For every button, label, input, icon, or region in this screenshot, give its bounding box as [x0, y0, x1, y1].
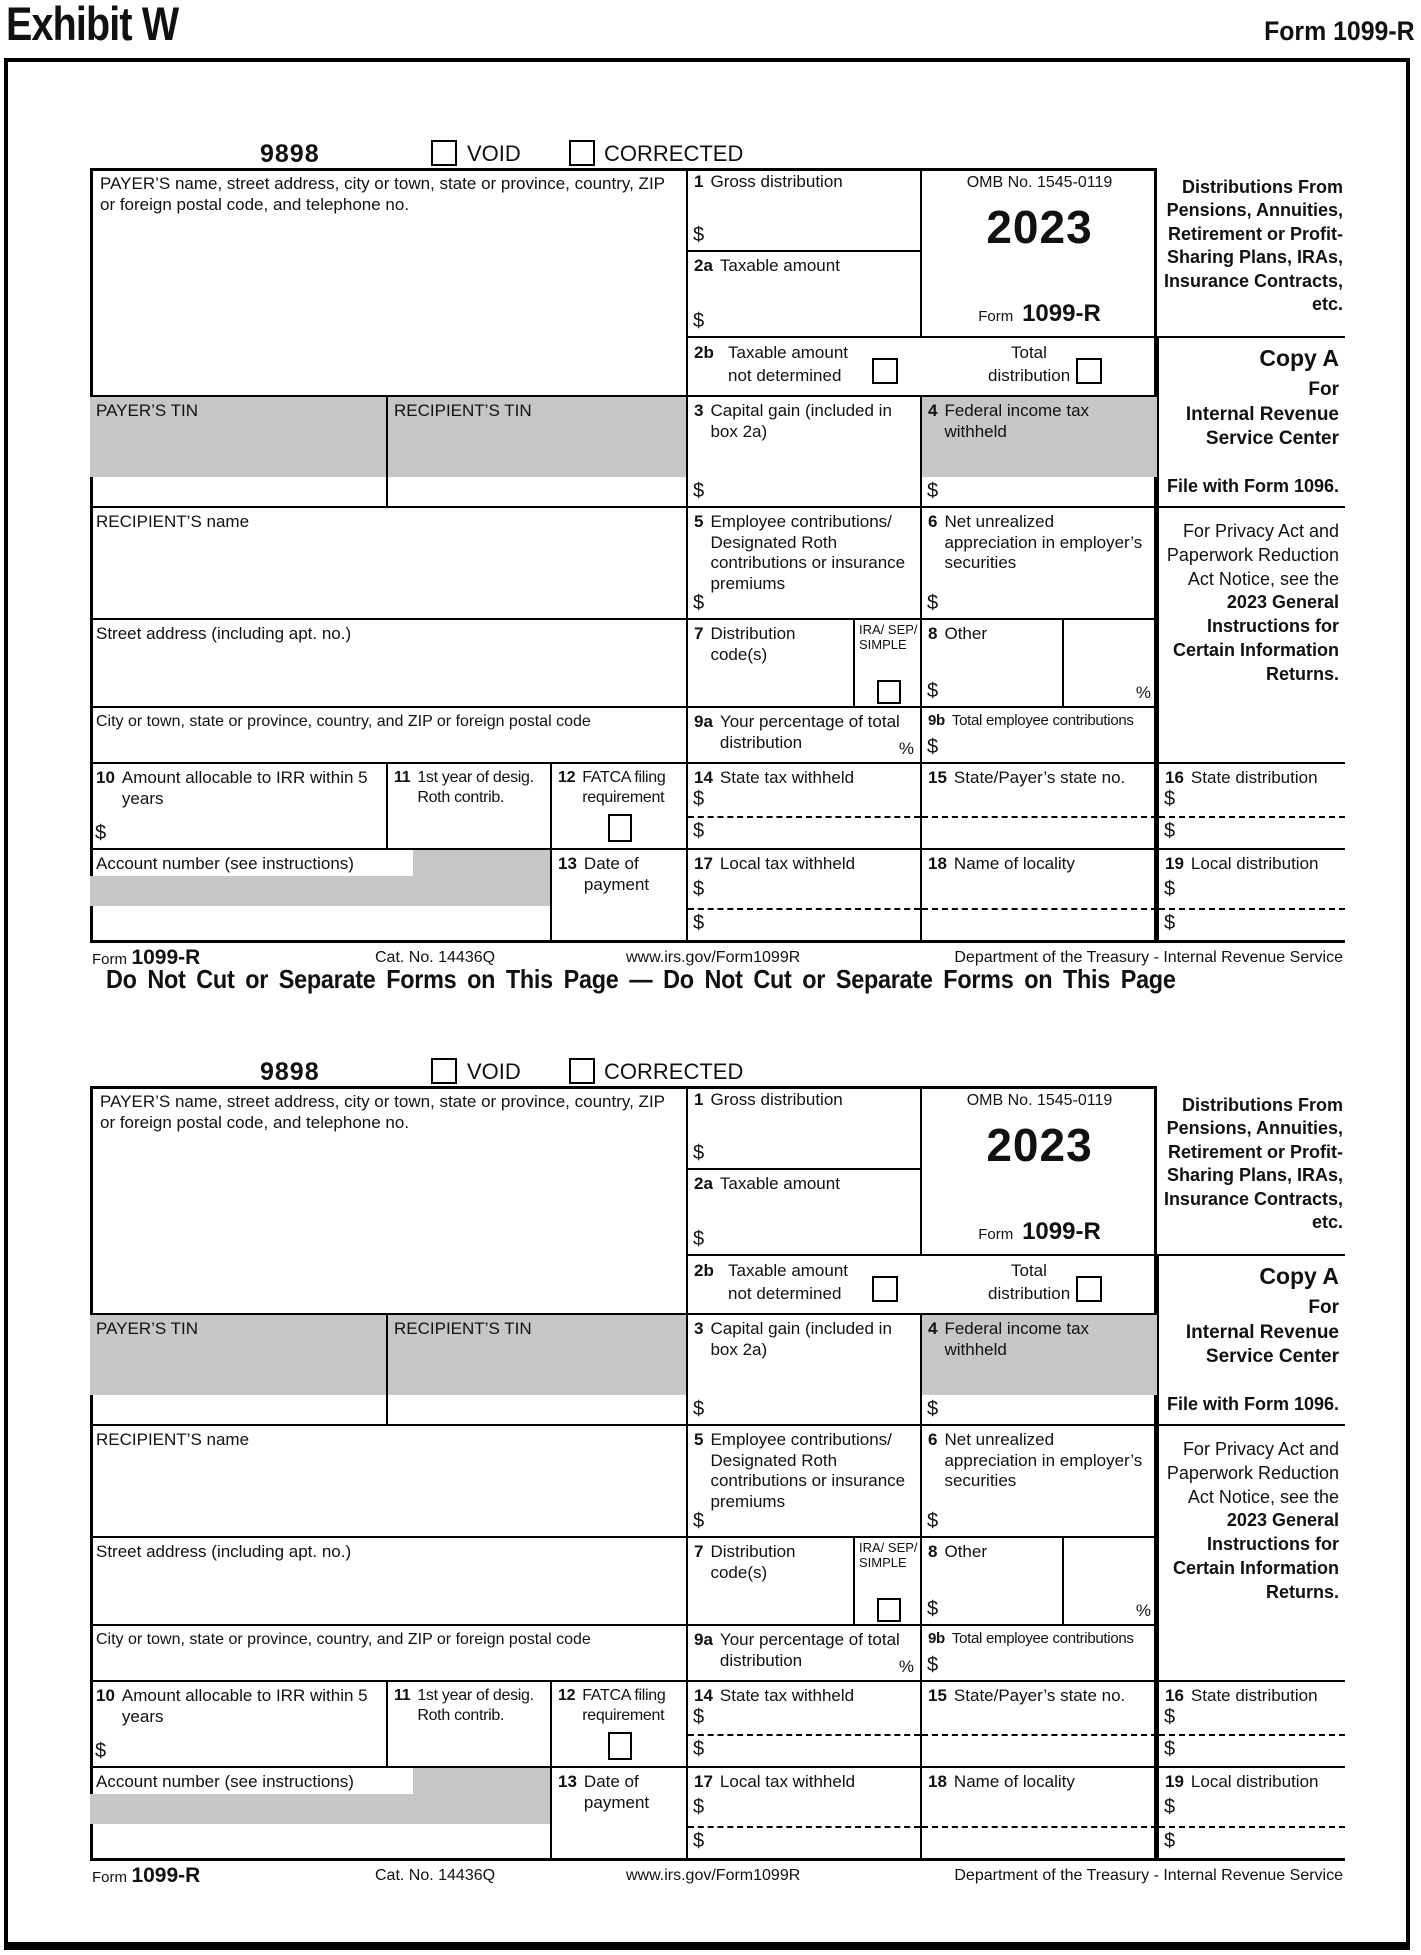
box3-number: 3 — [694, 401, 704, 420]
form-word: Form — [978, 308, 1014, 325]
payer-tin-label: PAYER’S TIN — [96, 401, 199, 420]
box5-employee-contributions-cell — [686, 506, 920, 618]
box16-state-distribution-cell — [1157, 762, 1345, 848]
payer-name-label: PAYER’S name, street address, city or town, state or province, country, ZIP or foreign postal code, and telephone no. — [100, 174, 665, 214]
void-label: VOID — [467, 141, 521, 166]
box1-label: Gross distribution — [710, 172, 843, 191]
box17-number: 17 — [694, 1772, 713, 1791]
account-number-label: Account number (see instructions) — [96, 1772, 354, 1791]
box18-divider — [922, 1826, 1157, 1828]
tax-year: 2023 — [986, 1119, 1093, 1171]
form-grid — [90, 168, 1345, 943]
box2a-label: Taxable amount — [719, 1174, 840, 1193]
box1-number: 1 — [694, 172, 704, 191]
box17-label: Local tax withheld — [719, 854, 856, 873]
box16-number: 16 — [1165, 768, 1184, 787]
box19-dollar-sign-2: $ — [1164, 1830, 1176, 1852]
account-shading-top — [413, 850, 550, 876]
box14-divider — [688, 816, 920, 818]
box2b-number: 2b — [694, 1261, 714, 1280]
copy-a-irs1: Internal Revenue — [1185, 403, 1339, 425]
box3-capital-gain-cell — [686, 1313, 920, 1424]
box18-locality-cell — [920, 1766, 1157, 1861]
box16-dollar-sign-1: $ — [1164, 788, 1176, 810]
box3-capital-gain-cell — [686, 395, 920, 506]
box9b-label: Total employee contributions — [951, 1630, 1134, 1647]
box17-number: 17 — [694, 854, 713, 873]
form-copy-2 — [90, 1058, 1345, 1898]
box8-label: Other — [944, 1542, 987, 1561]
total-distribution-checkbox[interactable] — [1076, 1276, 1102, 1302]
form-footer — [90, 1864, 1345, 1894]
box19-local-distribution-cell — [1157, 848, 1345, 943]
recipient-name-label: RECIPIENT’S name — [96, 1430, 250, 1449]
box11-number: 11 — [394, 769, 411, 786]
box19-dollar-sign-1: $ — [1164, 1796, 1176, 1818]
ira-sep-simple-label: IRA/ SEP/ SIMPLE — [859, 1540, 918, 1570]
copy-a-irs2: Service Center — [1205, 428, 1339, 450]
box16-divider — [1159, 816, 1345, 818]
account-shading-top — [413, 1768, 550, 1794]
box12-fatca-cell — [550, 1680, 686, 1766]
box5-label: Employee contributions/ Designated Roth contributions or insurance premiums — [710, 1430, 906, 1512]
box17-dollar-sign-1: $ — [693, 878, 705, 900]
box19-number: 19 — [1165, 1772, 1184, 1791]
account-number-cell — [90, 1766, 550, 1861]
recipient-tin-cell — [386, 395, 686, 506]
box11-roth-year-cell — [386, 762, 550, 848]
form-1099r-copy — [90, 1058, 1345, 1898]
box3-dollar-sign: $ — [693, 480, 705, 502]
irs-url: www.irs.gov/Form1099R — [626, 1867, 801, 1884]
taxable-amount-not-determined-checkbox[interactable] — [872, 1276, 898, 1302]
corrected-label: CORRECTED — [604, 1059, 744, 1084]
exhibit-title: Exhibit W — [6, 0, 179, 50]
do-not-cut-line: Do Not Cut or Separate Forms on This Page — Do Not Cut or Separate Forms on This Page — [106, 964, 1176, 994]
box2a-taxable-amount-cell — [686, 1168, 920, 1254]
tax-year: 2023 — [986, 201, 1093, 253]
box11-label: 1st year of desig. Roth contrib. — [417, 1687, 534, 1724]
box15-number: 15 — [928, 1686, 947, 1705]
total-distribution-label-line1: Total — [1011, 1261, 1047, 1280]
form-code-9898: 9898 — [260, 140, 320, 168]
corrected-checkbox[interactable] — [569, 140, 595, 166]
box4-label: Federal income tax withheld — [944, 401, 1090, 441]
box2a-dollar-sign: $ — [693, 1228, 705, 1250]
box10-label: Amount allocable to IRR within 5 years — [121, 768, 368, 808]
box4-federal-tax-cell — [920, 1313, 1157, 1424]
copy-a-cell — [1157, 1254, 1345, 1424]
recipient-name-cell — [90, 506, 686, 618]
account-number-label: Account number (see instructions) — [96, 854, 354, 873]
box8-other-cell — [920, 618, 1062, 706]
footer-form-word: Form — [92, 1869, 127, 1886]
box19-dollar-sign-2: $ — [1164, 912, 1176, 934]
box17-local-tax-cell — [686, 1766, 920, 1861]
box18-locality-cell — [920, 848, 1157, 943]
box9a-number: 9a — [694, 712, 713, 731]
box9a-percent-sign: % — [898, 1657, 914, 1676]
omb-number: OMB No. 1545-0119 — [966, 1092, 1113, 1109]
catalog-number: Cat. No. 14436Q — [375, 949, 496, 966]
box7-distribution-code-cell — [686, 1536, 853, 1624]
form-word: Form — [978, 1226, 1014, 1243]
box19-label: Local distribution — [1190, 854, 1319, 873]
box16-dollar-sign-1: $ — [1164, 1706, 1176, 1728]
box6-dollar-sign: $ — [927, 592, 939, 614]
corrected-checkbox[interactable] — [569, 1058, 595, 1084]
box9b-total-contributions-cell — [920, 1624, 1157, 1680]
box4-number: 4 — [928, 1319, 938, 1338]
form-1099r-copy — [90, 140, 1345, 980]
box12-fatca-cell — [550, 762, 686, 848]
omb-number: OMB No. 1545-0119 — [966, 174, 1113, 191]
box14-label: State tax withheld — [719, 768, 855, 787]
box1-dollar-sign: $ — [693, 1142, 705, 1164]
payer-name-cell — [90, 168, 686, 395]
box14-state-tax-cell — [686, 762, 920, 848]
box16-label: State distribution — [1190, 1686, 1318, 1705]
irs-url: www.irs.gov/Form1099R — [626, 949, 801, 966]
street-address-cell — [90, 1536, 686, 1624]
box9b-dollar-sign: $ — [927, 736, 939, 758]
ira-sep-simple-label: IRA/ SEP/ SIMPLE — [859, 622, 918, 652]
copy-a-for: For — [1308, 378, 1339, 400]
box15-divider — [922, 816, 1157, 818]
account-shading-band — [90, 1794, 550, 1824]
box6-net-unrealized-cell — [920, 506, 1157, 618]
box17-divider — [688, 908, 920, 910]
box13-date-of-payment-cell — [550, 848, 686, 943]
recipient-name-cell — [90, 1424, 686, 1536]
box1-label: Gross distribution — [710, 1090, 843, 1109]
box15-label: State/Payer’s state no. — [953, 768, 1126, 787]
ira-sep-simple-cell — [853, 618, 920, 706]
box4-number: 4 — [928, 401, 938, 420]
footer-form-number: 1099-R — [131, 1864, 201, 1887]
box10-label: Amount allocable to IRR within 5 years — [121, 1686, 368, 1726]
payer-name-cell — [90, 1086, 686, 1313]
treasury-department-line: Department of the Treasury - Internal Revenue Service — [954, 1867, 1343, 1884]
box16-number: 16 — [1165, 1686, 1184, 1705]
box10-irr-cell — [90, 1680, 386, 1766]
box1-number: 1 — [694, 1090, 704, 1109]
recipient-tin-label: RECIPIENT’S TIN — [394, 1319, 532, 1338]
form-copy-1 — [90, 140, 1345, 980]
void-checkbox[interactable] — [431, 140, 457, 166]
box8-number: 8 — [928, 624, 938, 643]
box6-label: Net unrealized appreciation in employer’s securities — [944, 1430, 1143, 1491]
box16-dollar-sign-2: $ — [1164, 1738, 1176, 1760]
recipient-tin-label: RECIPIENT’S TIN — [394, 401, 532, 420]
box11-roth-year-cell — [386, 1680, 550, 1766]
box16-divider — [1159, 1734, 1345, 1736]
box13-label: Date of payment — [583, 1772, 650, 1812]
box9a-percentage-cell — [686, 706, 920, 762]
box7-label: Distribution code(s) — [710, 1542, 796, 1582]
box6-label: Net unrealized appreciation in employer’s securities — [944, 512, 1143, 573]
box12-label: FATCA filing requirement — [582, 1687, 666, 1724]
box9a-number: 9a — [694, 1630, 713, 1649]
box4-dollar-sign: $ — [927, 1398, 939, 1420]
box3-label: Capital gain (included in box 2a) — [710, 1319, 892, 1359]
box2b-label-line1: Taxable amount — [728, 343, 849, 362]
box14-number: 14 — [694, 1686, 713, 1705]
omb-year-cell — [920, 168, 1157, 336]
form-title-text: Distributions From Pensions, Annuities, Retirement or Profit-Sharing Plans, IRAs, Insurance Contracts, etc. — [1163, 177, 1343, 314]
box10-number: 10 — [96, 1686, 115, 1705]
box10-dollar-sign: $ — [95, 822, 107, 844]
file-with-1096: File with Form 1096. — [1166, 1393, 1339, 1414]
box12-number: 12 — [558, 769, 576, 786]
box9a-percent-sign: % — [898, 739, 914, 758]
box2b-label-line2: not determined — [728, 366, 842, 385]
account-number-cell — [90, 848, 550, 943]
box5-number: 5 — [694, 512, 704, 531]
form-title-text: Distributions From Pensions, Annuities, Retirement or Profit-Sharing Plans, IRAs, Insurance Contracts, etc. — [1163, 1095, 1343, 1232]
box3-number: 3 — [694, 1319, 704, 1338]
box2a-number: 2a — [694, 1174, 713, 1193]
box7-number: 7 — [694, 624, 704, 643]
box13-number: 13 — [558, 854, 577, 873]
box9b-dollar-sign: $ — [927, 1654, 939, 1676]
void-checkbox[interactable] — [431, 1058, 457, 1084]
copy-a-label: Copy A — [1259, 1263, 1339, 1289]
privacy-act-notice — [1157, 1424, 1345, 1680]
privacy-text: For Privacy Act and Paperwork Reduction Act Notice, see the — [1166, 521, 1339, 589]
box1-gross-distribution-cell — [686, 168, 920, 250]
box13-date-of-payment-cell — [550, 1766, 686, 1861]
box17-divider — [688, 1826, 920, 1828]
box9a-label: Your percentage of total distribution — [719, 712, 900, 752]
box14-dollar-sign-2: $ — [693, 1738, 705, 1760]
file-with-1096: File with Form 1096. — [1166, 475, 1339, 496]
treasury-department-line: Department of the Treasury - Internal Revenue Service — [954, 949, 1343, 966]
box9b-number: 9b — [928, 712, 945, 729]
box18-label: Name of locality — [953, 1772, 1075, 1791]
street-address-cell — [90, 618, 686, 706]
ira-sep-simple-cell — [853, 1536, 920, 1624]
box9a-percentage-cell — [686, 1624, 920, 1680]
city-label: City or town, state or province, country, and ZIP or foreign postal code — [96, 1631, 591, 1648]
box8-other-cell — [920, 1536, 1062, 1624]
box4-federal-tax-cell — [920, 395, 1157, 506]
box9b-label: Total employee contributions — [951, 712, 1134, 729]
box8-percent-cell — [1062, 618, 1157, 706]
privacy-bold-text: 2023 General Instructions for Certain Information Returns. — [1172, 1510, 1339, 1602]
catalog-number: Cat. No. 14436Q — [375, 1867, 496, 1884]
box17-dollar-sign-2: $ — [693, 1830, 705, 1852]
total-distribution-label-line1: Total — [1011, 343, 1047, 362]
box5-number: 5 — [694, 1430, 704, 1449]
box19-divider — [1159, 908, 1345, 910]
box15-state-number-cell — [920, 762, 1157, 848]
box6-net-unrealized-cell — [920, 1424, 1157, 1536]
ira-sep-simple-checkbox[interactable] — [877, 1598, 901, 1622]
payer-tin-cell — [90, 1313, 386, 1424]
box10-irr-cell — [90, 762, 386, 848]
fatca-checkbox[interactable] — [608, 814, 632, 842]
box14-state-tax-cell — [686, 1680, 920, 1766]
box18-divider — [922, 908, 1157, 910]
box14-label: State tax withheld — [719, 1686, 855, 1705]
city-label: City or town, state or province, country, and ZIP or foreign postal code — [96, 713, 591, 730]
footer-form-word: Form — [92, 951, 127, 968]
box14-divider — [688, 1734, 920, 1736]
box5-dollar-sign: $ — [693, 592, 705, 614]
box14-dollar-sign-2: $ — [693, 820, 705, 842]
copy-a-irs2: Service Center — [1205, 1346, 1339, 1368]
copy-a-label: Copy A — [1259, 345, 1339, 371]
privacy-act-notice — [1157, 506, 1345, 762]
box18-label: Name of locality — [953, 854, 1075, 873]
payer-name-label: PAYER’S name, street address, city or town, state or province, country, ZIP or foreign postal code, and telephone no. — [100, 1092, 665, 1132]
box13-label: Date of payment — [583, 854, 650, 894]
box16-state-distribution-cell — [1157, 1680, 1345, 1766]
box11-label: 1st year of desig. Roth contrib. — [417, 769, 534, 806]
box15-state-number-cell — [920, 1680, 1157, 1766]
box8-number: 8 — [928, 1542, 938, 1561]
footer-form-number: 1099-R — [131, 946, 201, 969]
box2a-number: 2a — [694, 256, 713, 275]
box7-label: Distribution code(s) — [710, 624, 796, 664]
box1-gross-distribution-cell — [686, 1086, 920, 1168]
city-cell — [90, 706, 686, 762]
box12-number: 12 — [558, 1687, 576, 1704]
taxable-amount-not-determined-checkbox[interactable] — [872, 358, 898, 384]
form-code-9898: 9898 — [260, 1058, 320, 1086]
box17-dollar-sign-1: $ — [693, 1796, 705, 1818]
box18-number: 18 — [928, 854, 947, 873]
box15-number: 15 — [928, 768, 947, 787]
box15-divider — [922, 1734, 1157, 1736]
box2b-number: 2b — [694, 343, 714, 362]
box16-dollar-sign-2: $ — [1164, 820, 1176, 842]
copy-a-cell — [1157, 336, 1345, 506]
box2b-label-line1: Taxable amount — [728, 1261, 849, 1280]
box17-label: Local tax withheld — [719, 1772, 856, 1791]
box18-number: 18 — [928, 1772, 947, 1791]
box6-number: 6 — [928, 512, 938, 531]
payer-tin-label: PAYER’S TIN — [96, 1319, 199, 1338]
box2a-taxable-amount-cell — [686, 250, 920, 336]
box2b-cell — [686, 1254, 1157, 1313]
box2b-cell — [686, 336, 1157, 395]
box8-dollar-sign: $ — [927, 1598, 939, 1620]
box3-dollar-sign: $ — [693, 1398, 705, 1420]
box8-percent-sign: % — [1135, 683, 1151, 702]
box15-label: State/Payer’s state no. — [953, 1686, 1126, 1705]
box14-dollar-sign-1: $ — [693, 788, 705, 810]
box8-percent-cell — [1062, 1536, 1157, 1624]
box1-dollar-sign: $ — [693, 224, 705, 246]
box19-number: 19 — [1165, 854, 1184, 873]
box19-local-distribution-cell — [1157, 1766, 1345, 1861]
privacy-text: For Privacy Act and Paperwork Reduction Act Notice, see the — [1166, 1439, 1339, 1507]
omb-year-cell — [920, 1086, 1157, 1254]
box14-number: 14 — [694, 768, 713, 787]
payer-tin-cell — [90, 395, 386, 506]
box9a-label: Your percentage of total distribution — [719, 1630, 900, 1670]
exhibit-form-ref: Form 1099-R — [1264, 16, 1415, 46]
box5-employee-contributions-cell — [686, 1424, 920, 1536]
box7-distribution-code-cell — [686, 618, 853, 706]
form-number: 1099-R — [1022, 1218, 1101, 1245]
box4-dollar-sign: $ — [927, 480, 939, 502]
box17-local-tax-cell — [686, 848, 920, 943]
box12-label: FATCA filing requirement — [582, 769, 666, 806]
total-distribution-label-line2: distribution — [988, 1284, 1071, 1303]
box5-dollar-sign: $ — [693, 1510, 705, 1532]
void-label: VOID — [467, 1059, 521, 1084]
box2b-label-line2: not determined — [728, 1284, 842, 1303]
form-number: 1099-R — [1022, 300, 1101, 327]
city-cell — [90, 1624, 686, 1680]
form-grid — [90, 1086, 1345, 1861]
box19-label: Local distribution — [1190, 1772, 1319, 1791]
box8-dollar-sign: $ — [927, 680, 939, 702]
box14-dollar-sign-1: $ — [693, 1706, 705, 1728]
fatca-checkbox[interactable] — [608, 1732, 632, 1760]
box6-number: 6 — [928, 1430, 938, 1449]
ira-sep-simple-checkbox[interactable] — [877, 680, 901, 704]
box2a-label: Taxable amount — [719, 256, 840, 275]
corrected-label: CORRECTED — [604, 141, 744, 166]
box10-dollar-sign: $ — [95, 1740, 107, 1762]
box6-dollar-sign: $ — [927, 1510, 939, 1532]
box7-number: 7 — [694, 1542, 704, 1561]
total-distribution-label-line2: distribution — [988, 366, 1071, 385]
box19-divider — [1159, 1826, 1345, 1828]
box9b-number: 9b — [928, 1630, 945, 1647]
box9b-total-contributions-cell — [920, 706, 1157, 762]
box16-label: State distribution — [1190, 768, 1318, 787]
box19-dollar-sign-1: $ — [1164, 878, 1176, 900]
box8-percent-sign: % — [1135, 1601, 1151, 1620]
box17-dollar-sign-2: $ — [693, 912, 705, 934]
box5-label: Employee contributions/ Designated Roth contributions or insurance premiums — [710, 512, 906, 594]
box8-label: Other — [944, 624, 987, 643]
account-shading-band — [90, 876, 550, 906]
box3-label: Capital gain (included in box 2a) — [710, 401, 892, 441]
box4-label: Federal income tax withheld — [944, 1319, 1090, 1359]
street-address-label: Street address (including apt. no.) — [96, 624, 352, 643]
box10-number: 10 — [96, 768, 115, 787]
street-address-label: Street address (including apt. no.) — [96, 1542, 352, 1561]
privacy-bold-text: 2023 General Instructions for Certain Information Returns. — [1172, 592, 1339, 684]
box2a-dollar-sign: $ — [693, 310, 705, 332]
copy-a-irs1: Internal Revenue — [1185, 1321, 1339, 1343]
recipient-name-label: RECIPIENT’S name — [96, 512, 250, 531]
total-distribution-checkbox[interactable] — [1076, 358, 1102, 384]
copy-a-for: For — [1308, 1296, 1339, 1318]
box11-number: 11 — [394, 1687, 411, 1704]
recipient-tin-cell — [386, 1313, 686, 1424]
box13-number: 13 — [558, 1772, 577, 1791]
